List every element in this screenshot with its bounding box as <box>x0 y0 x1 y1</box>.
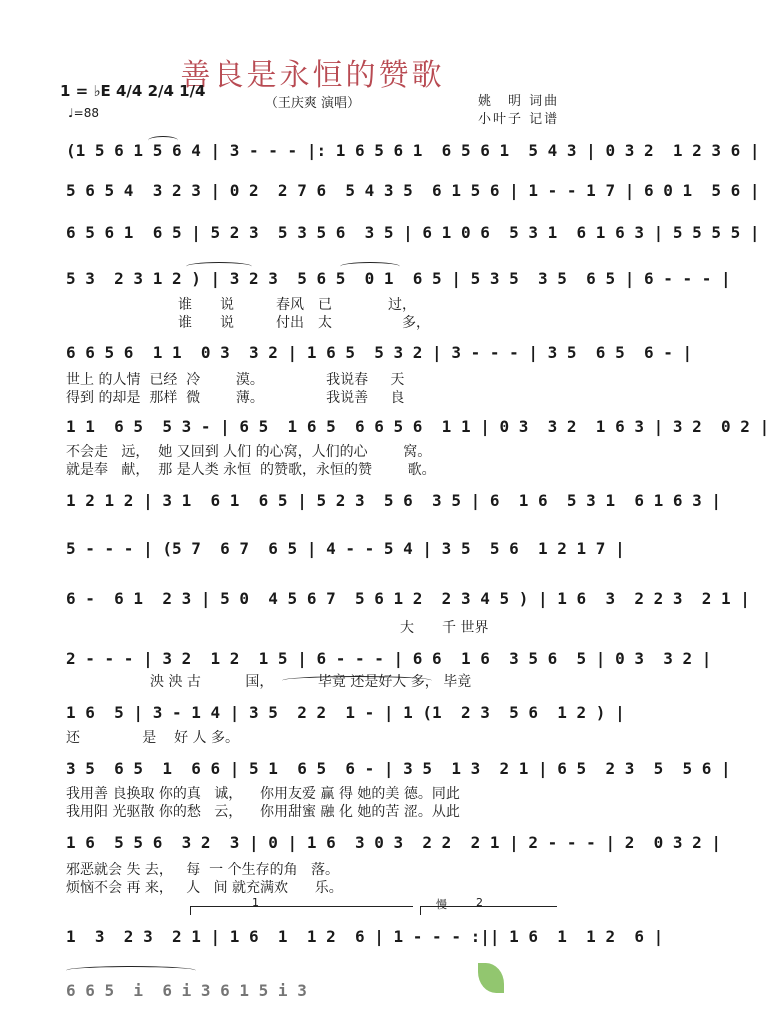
notation-row-4: 5 3 2 3 1 2 ) | 3 2 3 5 6 5 0 1 6 5 | 5 3 5 3 5 6 5 | 6 - - - | <box>66 269 731 288</box>
lyric-line: 得到 的却是 那样 微 薄。 我说善 良 <box>66 390 405 406</box>
notation-row-13: 1 6 5 5 6 3 2 3 | 0 | 1 6 3 0 3 2 2 2 1 | 2 - - - | 2 0 3 2 | <box>66 833 722 852</box>
lyric-line: 就是奉 献， 那 是人类 永恒 的赞歌，永恒的赞 歌。 <box>66 462 436 478</box>
first-ending-number: 1 <box>252 896 259 909</box>
tempo-slow-marking: 慢 <box>436 898 447 911</box>
notation-row-1: (1 5 6 1 5 6 4 | 3 - - - |: 1 6 5 6 1 6 5 6 1 5 4 3 | 0 3 2 1 2 3 6 | <box>66 141 760 160</box>
first-ending-bracket <box>190 906 413 915</box>
notation-row-11: 1 6 5 | 3 - 1 4 | 3 5 2 2 1 - | 1 (1 2 3 5 6 1 2 ) | <box>66 703 625 722</box>
notation-row-2: 5 6 5 4 3 2 3 | 0 2 2 7 6 5 4 3 5 6 1 5 6 | 1 - - 1 7 | 6 0 1 5 6 | <box>66 181 760 200</box>
lyric-line: 谁 说 付出 太 多， <box>178 315 430 331</box>
key-signature: 1 = ♭E 4/4 2/4 1/4 <box>60 82 206 100</box>
performer-credit: （王庆爽 演唱） <box>264 96 361 111</box>
tempo-marking: ♩=88 <box>68 106 99 120</box>
notation-row-8: 5 - - - | (5 7 6 7 6 5 | 4 - - 5 4 | 3 5 5 6 1 2 1 7 | <box>66 539 625 558</box>
second-ending-number: 2 <box>476 896 483 909</box>
notation-row-9: 6 - 6 1 2 3 | 5 0 4 5 6 7 5 6 1 2 2 3 4 5 ) | 1 6 3 2 2 3 2 1 | <box>66 589 750 608</box>
song-title: 善良是永恒的赞歌 <box>180 58 445 93</box>
lyric-line: 泱 泱 古 国， 毕竟 还是好人 多， 毕竟 <box>150 674 472 690</box>
lyric-line: 还 是 好 人 多。 <box>66 730 240 746</box>
notation-row-3: 6 5 6 1 6 5 | 5 2 3 5 3 5 6 3 5 | 6 1 0 6 5 3 1 6 1 6 3 | 5 5 5 5 | <box>66 223 760 242</box>
lyric-line: 大 千 世界 <box>400 620 489 636</box>
lyric-line: 世上 的人情 已经 冷 漠。 我说春 天 <box>66 372 405 388</box>
lyric-line: 不会走 远， 她 又回到 人们 的心窝，人们的心 窝。 <box>66 444 432 460</box>
notation-row-12: 3 5 6 5 1 6 6 | 5 1 6 5 6 - | 3 5 1 3 2 1 | 6 5 2 3 5 5 6 | <box>66 759 731 778</box>
lyricist-credit: 姚 明 词曲 <box>478 94 560 109</box>
lyric-line: 邪恶就会 失 去， 每 一 个生存的角 落。 <box>66 862 339 878</box>
notation-row-6: 1 1 6 5 5 3 - | 6 5 1 6 5 6 6 5 6 1 1 | 0 3 3 2 1 6 3 | 3 2 0 2 | <box>66 417 769 436</box>
notation-row-partial: 6 6 5 i 6 i 3 6 1 5 i 3 <box>66 981 307 1000</box>
transcriber-credit: 小叶子 记谱 <box>478 112 560 127</box>
lyric-line: 谁 说 春风 已 过， <box>178 297 416 313</box>
notation-row-7: 1 2 1 2 | 3 1 6 1 6 5 | 5 2 3 5 6 3 5 | 6 1 6 5 3 1 6 1 6 3 | <box>66 491 722 510</box>
notation-row-10: 2 - - - | 3 2 1 2 1 5 | 6 - - - | 6 6 1 6 3 5 6 5 | 0 3 3 2 | <box>66 649 712 668</box>
lyric-line: 我用善 良换取 你的真 诚， 你用友爱 赢 得 她的美 德。同此 <box>66 786 460 802</box>
notation-row-5: 6 6 5 6 1 1 0 3 3 2 | 1 6 5 5 3 2 | 3 - - - | 3 5 6 5 6 - | <box>66 343 693 362</box>
lyric-line: 我用阳 光驱散 你的愁 云， 你用甜蜜 融 化 她的苦 涩。从此 <box>66 804 460 820</box>
lyric-line: 烦恼不会 再 来， 人 间 就充满欢 乐。 <box>66 880 343 896</box>
slur <box>66 966 196 975</box>
second-ending-bracket <box>420 906 557 915</box>
notation-row-14: 1 3 2 3 2 1 | 1 6 1 1 2 6 | 1 - - - :|| 1 6 1 1 2 6 | <box>66 927 664 946</box>
